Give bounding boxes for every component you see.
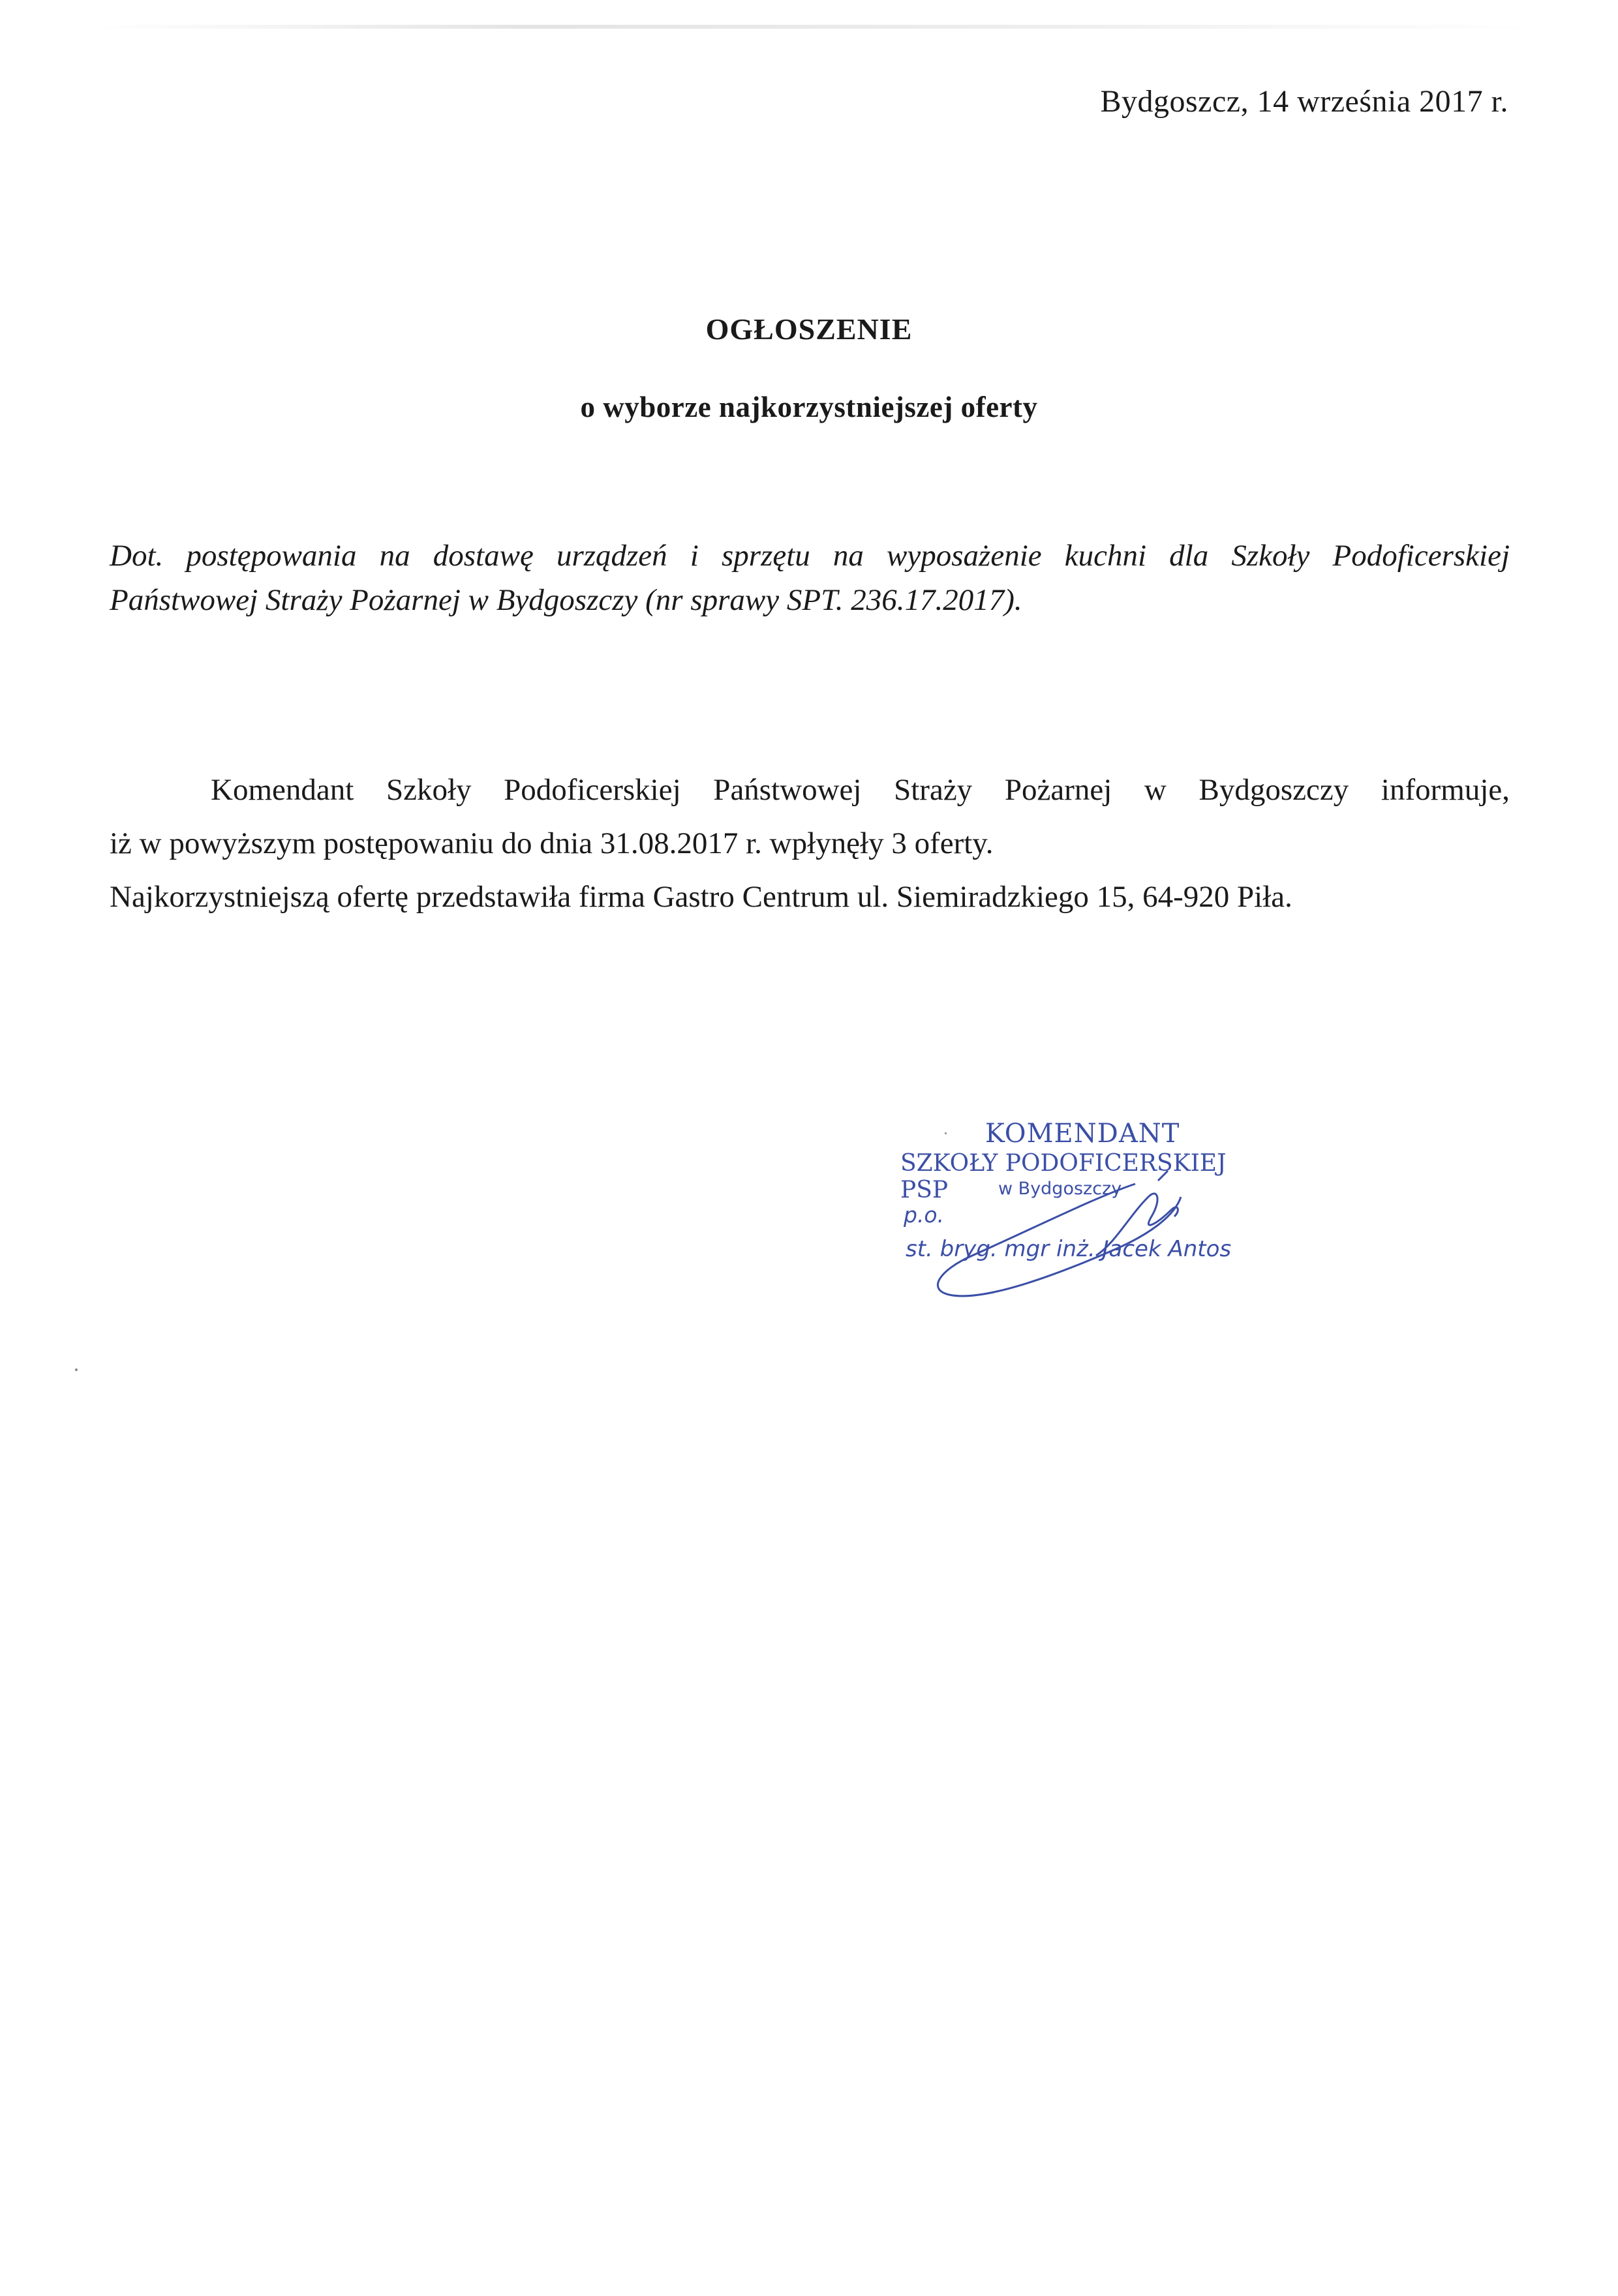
- stamp-title: KOMENDANT: [985, 1119, 1180, 1149]
- official-stamp: [900, 1119, 1240, 1334]
- scan-speck: [75, 1368, 78, 1371]
- stamp-signatory: st. bryg. mgr inż. Jacek Antos: [906, 1236, 1232, 1262]
- stamp-city: w Bydgoszczy: [998, 1179, 1122, 1199]
- subject-line: Dot. postępowania na dostawę urządzeń i sprzętu na wyposażenie kuchni dla Szkoły Podoficerskiej: [110, 539, 1510, 573]
- body-paragraph: [110, 763, 1510, 924]
- stamp-institution: SZKOŁY PODOFICERSKIEJ PSP: [900, 1150, 1227, 1203]
- place-and-date: Bydgoszcz, 14 września 2017 r.: [1100, 84, 1508, 119]
- scan-edge-artifact: [98, 25, 1533, 29]
- body-line: iż w powyższym postępowaniu do dnia 31.08.2017 r. wpłynęły 3 oferty.: [110, 826, 994, 860]
- stamp-acting: p.o.: [904, 1202, 945, 1228]
- body-line: Najkorzystniejszą ofertę przedstawiła firma Gastro Centrum ul. Siemiradzkiego 15, 64-920 Piła.: [110, 880, 1292, 914]
- subject-line: Państwowej Straży Pożarnej w Bydgoszczy (nr sprawy SPT. 236.17.2017).: [110, 583, 1022, 617]
- subject-paragraph: [110, 534, 1510, 622]
- document-subtitle: o wyborze najkorzystniejszej oferty: [580, 391, 1038, 423]
- handwritten-signature: [900, 1119, 1240, 1334]
- body-line: Komendant Szkoły Podoficerskiej Państwowej Straży Pożarnej w Bydgoszczy informuje,: [211, 773, 1510, 807]
- document-title: OGŁOSZENIE: [705, 312, 913, 346]
- scan-speck: [945, 1132, 947, 1134]
